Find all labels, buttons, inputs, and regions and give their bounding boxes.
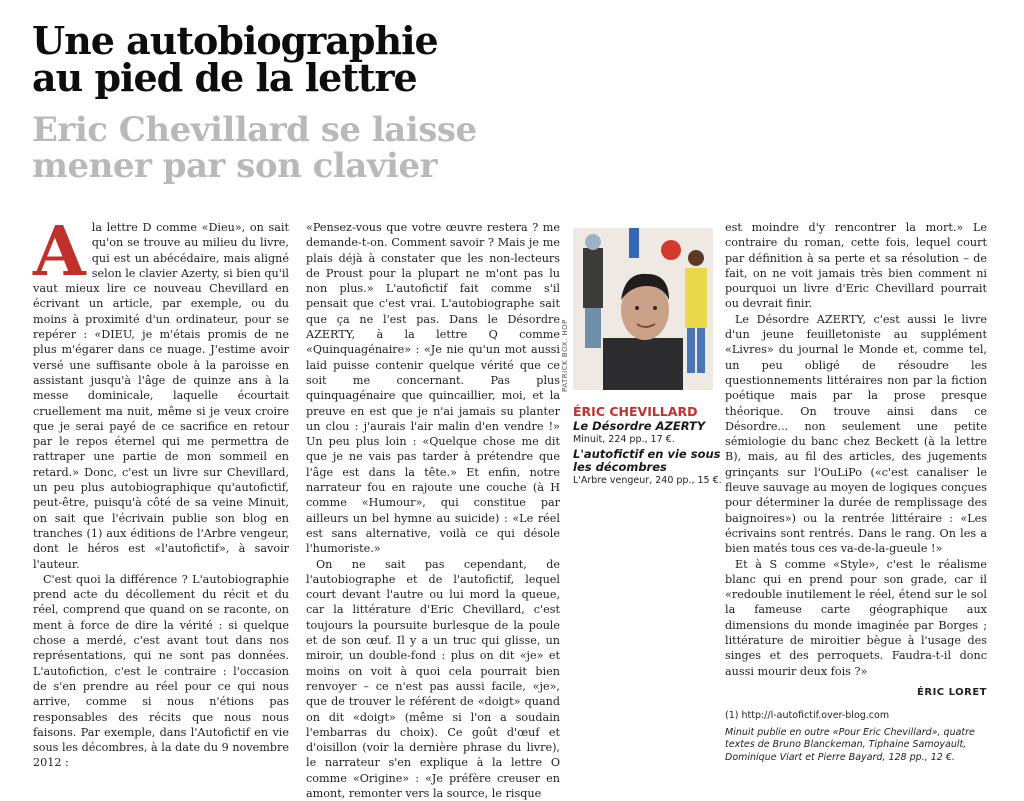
article-title [32, 18, 438, 100]
footnote-link: (1) http://l-autofictif.over-blog.com [725, 710, 890, 722]
paragraph: la lettre D comme «Dieu», on sait qu'on se trouve au milieu du livre, qui est un abécédaire, mais aligné selon le clavier Azerty, si bien qu'il vaut mieux lire ce nouveau Chevillard en écrivant un article, par exemple, ou du moins à proximité d'un ordinateur, pour se repérer : «DIEU, je m'étais promis de ne plus m'égarer dans ce nuage. J'estime avoir versé une suffisante obole à la paroisse en assistant jusqu'à l'âge de quinze ans à la messe dominicale, laquelle écourtait cruellement ma nuit, même si je veux croire que je serai payé de ce sacrifice en retour par le repos éternel qui me permettra de rattraper une partie de mon sommeil en retard.» Donc, c'est un livre sur Chevillard, un peu plus autobiographique qu'autofictif, peut-être, puisqu'à côté de sa veine Minuit, on sait que l'écrivain publie son blog en tranches (1) aux éditions de l'Arbre vengeur, dont le héros est «l'autofictif», à savoir l'auteur. [33, 221, 289, 571]
title-line-1: Une autobiographie [32, 18, 438, 63]
paragraph: C'est quoi la différence ? L'autobiographie prend acte du décollement du récit et du réel, comprend que quand on se raconte, on ment à force de dire la vérité : si quelque chose a merdé, c'est avant tout dans nos représentations, qui ne sont pas données. L'autofiction, c'est le contraire : l'occasion de s'en prendre au réel pour ce qui nous arrive, comme si nous n'étions pas responsables des récits que nous nous faisons. Par exemple, dans l'Autofictif en vie sous les décombres, à la date du 9 novembre 2012 : [33, 572, 289, 770]
author-signature: ÉRIC LORET [917, 686, 987, 698]
photo-credit: PATRICK BOX. HOP [561, 319, 569, 392]
book-title: Le Désordre AZERTY [573, 419, 706, 433]
book-info-box [573, 405, 723, 488]
paragraph: On ne sait pas cependant, de l'autobiographe et de l'autofictif, lequel court devant l'autre ou lui mord la queue, car la littérature d'Eric Chevillard, c'est toujours la poursuite burlesque de la poule et de son œuf. Il y a un truc qui glisse, un miroir, un double-fond : plus on dit «je» et moins on voit à quoi cela pourrait bien renvoyer – ce n'est pas aussi facile, «je», que de trouver le référent de «doigt» quand on dit «doigt» (même si l'on a soudain l'embarras du choix). Ce goût d'œuf et d'oisillon (voir la dernière phrase du livre), le narrateur s'en explique à la lettre O comme «Origine» : «Je préfère creuser en amont, remonter vers la source, le risque [306, 557, 560, 800]
article-subtitle [32, 112, 477, 184]
drop-cap: A [33, 212, 86, 292]
article-column-1 [33, 212, 289, 771]
author-photo [573, 228, 713, 390]
book-author: ÉRIC CHEVILLARD [573, 404, 698, 419]
paragraph: «Pensez-vous que votre œuvre restera ? me demande-t-on. Comment savoir ? Mais je me plais déjà à constater que les non-lecteurs de Proust pour la plupart ne m'ont pas lu non plus.» L'autofictif fait comme s'il pensait que c'est vrai. L'autobiographe sait que ça ne l'est pas. Dans le Désordre AZERTY, à la lettre Q comme «Quinquagénaire» : «Je nie qu'un mot aussi laid puisse contenir quelque vérité que ce soit me concernant. Pas plus quinquagénaire que quincaillier, moi, et la preuve en est que je n'ai jamais su planter un clou : j'aurais l'air malin d'en vendre !» Un peu plus loin : «Quelque chose me dit que je ne vais pas tarder à prétendre que l'âge est dans la tête.» Et enfin, notre narrateur fou en rajoute une couche (à H comme «Humour», qui constitue par ailleurs un bel hymne au suicide) : «Le réel est sans alternative, voilà ce qui désole l'humoriste.» [306, 221, 560, 556]
article-column-3 [725, 220, 987, 764]
footnote-publication: Minuit publie en outre «Pour Eric Chevillard», quatre textes de Bruno Blanckeman, Tiphaine Samoyault, Dominique Viart et Pierre Bayard, 128 pp., 12 €. [725, 726, 975, 763]
subtitle-line-2: mener par son clavier [32, 146, 438, 186]
article-column-2 [306, 220, 560, 801]
second-book-publisher: L'Arbre vengeur, 240 pp., 15 €. [573, 475, 722, 486]
title-line-2: au pied de la lettre [32, 55, 417, 100]
paragraph: Le Désordre AZERTY, c'est aussi le livre d'un jeune feuilletoniste au supplément «Livres» du journal le Monde et, comme tel, un peu obligé de résoudre les questionnements littéraires non par la fiction poétique mais par la prose presque théorique. On trouve ainsi dans ce Désordre... non seulement une petite sémiologie du banc chez Beckett (à la lettre B), mais, au fil des articles, des jugements grinçants sur l'OuLiPo («c'est canaliser le fleuve sauvage au moyen de logiques conçues pour déterminer la durée de remplissage des baignoires») ou la rentrée littéraire : «Les écrivains sont rentrés. Dans le rang. On les a bien matés tous ces va-de-la-gueule !» [725, 312, 987, 556]
second-book-title: L'autofictif en vie sous les décombres [573, 447, 721, 474]
author-portrait-image [573, 228, 713, 390]
subtitle-line-1: Eric Chevillard se laisse [32, 110, 477, 150]
paragraph: est moindre d'y rencontrer la mort.» Le contraire du roman, cette fois, lequel court par définition à sa perte et sa résolution – de fait, on ne voit jamais très bien comment ni pourquoi un livre d'Eric Chevillard pourrait ou devrait finir. [725, 221, 987, 311]
book-publisher: Minuit, 224 pp., 17 €. [573, 434, 675, 445]
paragraph: Et à S comme «Style», c'est le réalisme blanc qui en prend pour son grade, car il «redouble inutilement le réel, étend sur le sol la fameuse carte géographique aux dimensions du monde imaginée par Borges ; littérature de miroitier bègue à l'usage des singes et des perroquets. Faudra-t-il donc aussi mourir deux fois ?» [725, 557, 987, 678]
